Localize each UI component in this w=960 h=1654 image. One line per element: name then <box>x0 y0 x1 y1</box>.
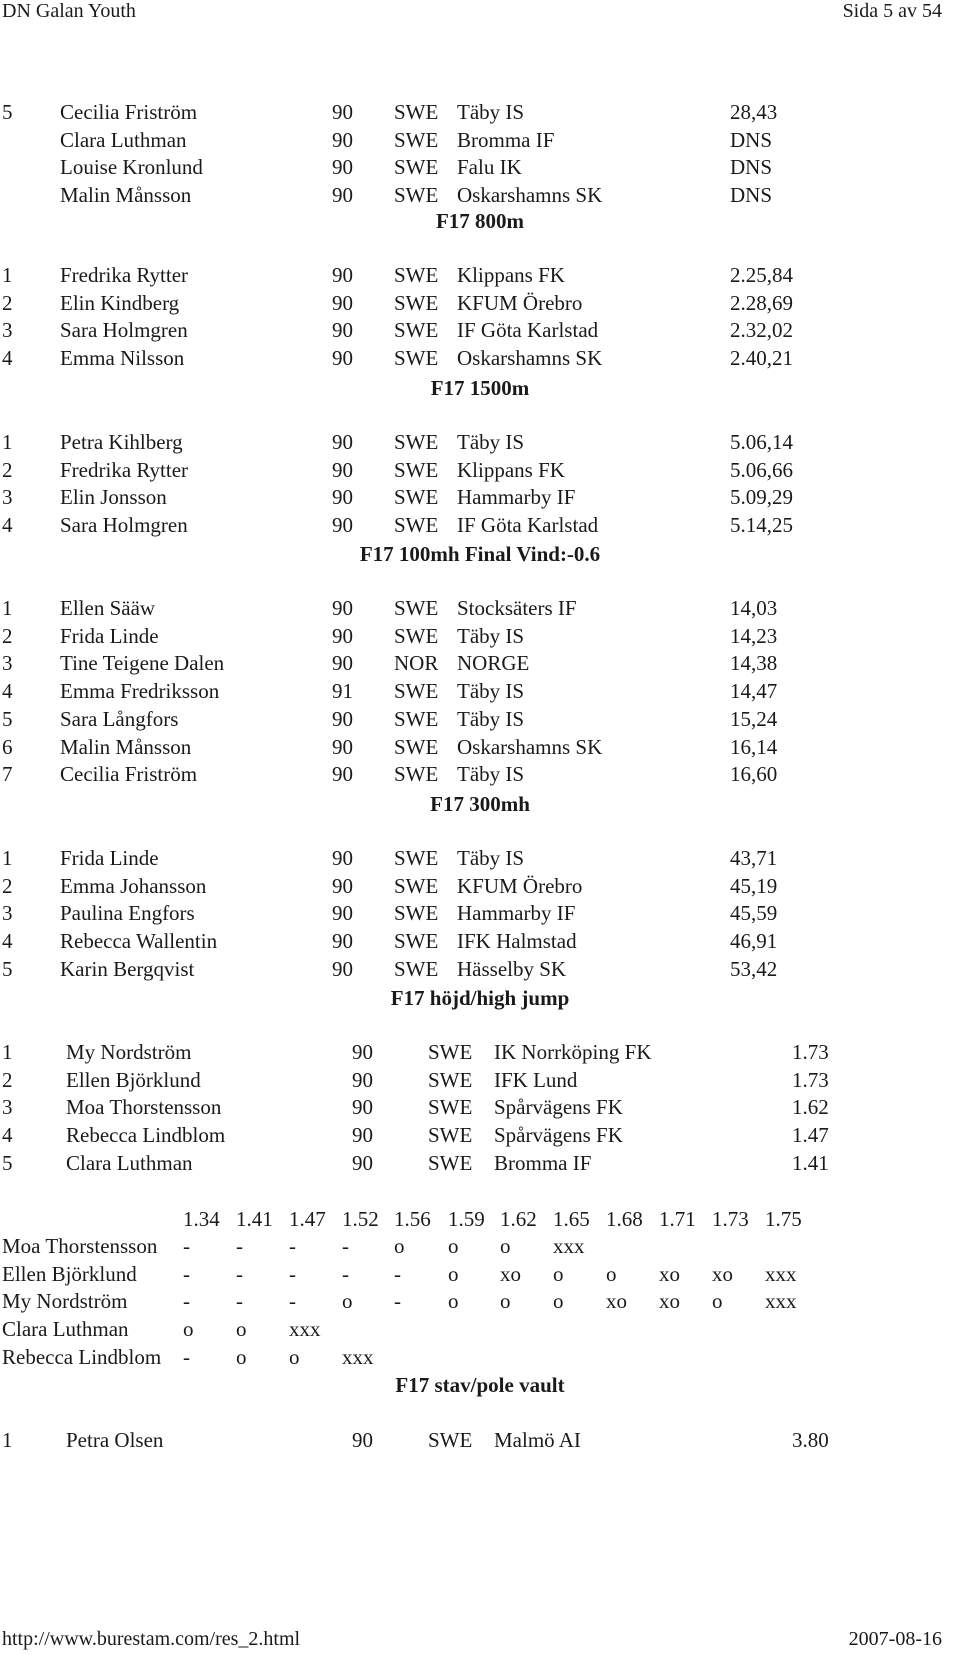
result-country: SWE <box>394 623 439 648</box>
result-year: 91 <box>332 679 353 704</box>
attempt-mark: o <box>712 1289 723 1314</box>
attempt-mark: o <box>342 1289 353 1314</box>
footer-date: 2007-08-16 <box>848 1628 942 1650</box>
result-result: 16,60 <box>730 762 778 787</box>
result-result: DNS <box>730 127 773 152</box>
attempts-athlete: Ellen Björklund <box>2 1261 137 1286</box>
result-name: Clara Luthman <box>60 127 187 152</box>
result-name: Karin Bergqvist <box>60 956 195 981</box>
result-country: SWE <box>394 901 439 926</box>
result-place: 2 <box>2 457 13 482</box>
result-result: 5.06,14 <box>730 430 793 454</box>
attempt-mark: xxx <box>765 1261 797 1286</box>
result-result: 2.32,02 <box>730 318 793 343</box>
result-name: Elin Kindberg <box>60 290 180 315</box>
event-title: F17 1500m <box>430 376 530 400</box>
result-name: Ellen Björklund <box>66 1067 201 1092</box>
result-result: 14,38 <box>730 651 778 676</box>
result-year: 90 <box>332 318 353 343</box>
attempt-mark: o <box>553 1289 564 1314</box>
result-country: SWE <box>428 1067 473 1092</box>
attempt-mark: - <box>394 1261 401 1286</box>
result-club: Täby IS <box>457 762 525 787</box>
result-place: 1 <box>2 846 13 870</box>
attempt-mark: - <box>342 1234 349 1258</box>
result-name: Louise Kronlund <box>60 155 203 180</box>
attempt-mark: o <box>500 1289 511 1314</box>
result-country: SWE <box>394 873 439 898</box>
result-year: 90 <box>332 155 353 180</box>
result-name: Malin Månsson <box>60 183 192 208</box>
result-club: KFUM Örebro <box>457 873 583 898</box>
result-country: SWE <box>394 734 439 759</box>
result-country: SWE <box>394 127 439 152</box>
result-name: Fredrika Rytter <box>60 263 189 287</box>
result-country: SWE <box>394 929 439 954</box>
result-club: Spårvägens FK <box>494 1123 623 1148</box>
result-year: 90 <box>332 846 353 870</box>
result-result: 5.06,66 <box>730 457 793 482</box>
attempt-mark: o <box>236 1344 247 1369</box>
attempt-mark: xo <box>659 1289 680 1314</box>
result-name: Petra Kihlberg <box>60 430 183 454</box>
result-place: 3 <box>2 318 13 343</box>
event-title: F17 100mh Final Vind:-0.6 <box>359 542 601 566</box>
result-club: IK Norrköping FK <box>494 1040 652 1064</box>
result-country: SWE <box>428 1095 473 1120</box>
result-club: Bromma IF <box>457 127 555 152</box>
result-club: Hässelby SK <box>457 956 567 981</box>
result-result: 2.40,21 <box>730 346 793 371</box>
attempts-athlete: My Nordström <box>2 1289 128 1314</box>
result-result: 1.47 <box>792 1123 829 1148</box>
result-result: 14,23 <box>730 623 778 648</box>
result-year: 90 <box>332 706 353 731</box>
result-country: SWE <box>394 318 439 343</box>
result-place: 2 <box>2 623 13 648</box>
result-name: Ellen Sääw <box>60 596 156 620</box>
attempt-mark: xo <box>712 1261 733 1286</box>
result-club: Stocksäters IF <box>457 596 577 620</box>
result-year: 90 <box>332 430 353 454</box>
result-club: Klippans FK <box>457 457 565 482</box>
height-label: 1.68 <box>606 1207 643 1231</box>
result-name: Cecilia Friström <box>60 100 198 124</box>
attempt-mark: o <box>606 1261 617 1286</box>
result-club: NORGE <box>457 651 530 676</box>
result-result: 1.41 <box>792 1150 829 1175</box>
result-country: SWE <box>394 596 439 620</box>
result-country: NOR <box>394 651 439 676</box>
result-year: 90 <box>332 956 353 981</box>
attempt-mark: - <box>289 1289 296 1314</box>
result-club: KFUM Örebro <box>457 290 583 315</box>
result-name: Paulina Engfors <box>60 901 195 926</box>
result-name: Emma Fredriksson <box>60 679 220 704</box>
result-year: 90 <box>332 901 353 926</box>
event-title: F17 stav/pole vault <box>395 1373 565 1397</box>
event-title: F17 höjd/high jump <box>390 986 570 1010</box>
attempt-mark: - <box>183 1261 190 1286</box>
result-name: Tine Teigene Dalen <box>60 651 225 676</box>
attempt-mark: - <box>236 1234 243 1258</box>
result-place: 1 <box>2 1428 13 1452</box>
result-result: DNS <box>730 183 773 208</box>
header-title: DN Galan Youth <box>2 0 136 22</box>
result-place: 2 <box>2 873 13 898</box>
height-label: 1.73 <box>712 1207 749 1231</box>
result-result: 28,43 <box>730 100 778 124</box>
result-result: 2.25,84 <box>730 263 793 287</box>
result-year: 90 <box>332 762 353 787</box>
result-place: 3 <box>2 485 13 510</box>
result-result: 43,71 <box>730 846 778 870</box>
result-place: 5 <box>2 956 13 981</box>
result-club: Oskarshamns SK <box>457 346 603 371</box>
result-club: Klippans FK <box>457 263 565 287</box>
result-name: Fredrika Rytter <box>60 457 189 482</box>
result-result: 15,24 <box>730 706 778 731</box>
result-year: 90 <box>352 1150 373 1175</box>
result-place: 4 <box>2 513 13 538</box>
result-club: IFK Halmstad <box>457 929 577 954</box>
result-year: 90 <box>352 1095 373 1120</box>
attempt-mark: xo <box>500 1261 521 1286</box>
height-label: 1.56 <box>394 1207 431 1231</box>
result-place: 5 <box>2 100 13 124</box>
result-club: IF Göta Karlstad <box>457 513 599 538</box>
height-label: 1.47 <box>289 1207 326 1231</box>
height-label: 1.71 <box>659 1207 696 1231</box>
event-title: F17 300mh <box>430 792 530 816</box>
result-name: Rebecca Lindblom <box>66 1123 226 1148</box>
result-club: Täby IS <box>457 846 525 870</box>
attempt-mark: o <box>183 1317 194 1342</box>
result-country: SWE <box>394 762 439 787</box>
result-country: SWE <box>394 183 439 208</box>
result-name: Emma Johansson <box>60 873 207 898</box>
result-year: 90 <box>332 100 353 124</box>
result-place: 1 <box>2 1040 13 1064</box>
attempt-mark: xxx <box>553 1234 585 1258</box>
result-place: 5 <box>2 1150 13 1175</box>
result-result: 5.14,25 <box>730 513 793 538</box>
result-year: 90 <box>332 651 353 676</box>
result-place: 3 <box>2 901 13 926</box>
result-name: Elin Jonsson <box>60 485 167 510</box>
result-place: 5 <box>2 706 13 731</box>
result-place: 4 <box>2 1123 13 1148</box>
attempt-mark: xo <box>606 1289 627 1314</box>
result-country: SWE <box>394 485 439 510</box>
result-club: Bromma IF <box>494 1150 592 1175</box>
attempt-mark: - <box>289 1261 296 1286</box>
attempt-mark: o <box>289 1344 300 1369</box>
page-number: Sida 5 av 54 <box>842 0 942 22</box>
result-club: Falu IK <box>457 155 522 180</box>
result-country: SWE <box>394 846 439 870</box>
result-name: Sara Holmgren <box>60 318 188 343</box>
result-country: SWE <box>428 1123 473 1148</box>
result-year: 90 <box>332 596 353 620</box>
result-club: Oskarshamns SK <box>457 183 603 208</box>
result-place: 6 <box>2 734 13 759</box>
result-club: Täby IS <box>457 623 525 648</box>
result-result: 1.73 <box>792 1067 829 1092</box>
result-year: 90 <box>332 873 353 898</box>
result-place: 1 <box>2 263 13 287</box>
result-place: 1 <box>2 596 13 620</box>
result-place: 7 <box>2 762 13 787</box>
result-place: 4 <box>2 929 13 954</box>
result-club: Täby IS <box>457 679 525 704</box>
result-place: 4 <box>2 679 13 704</box>
result-name: Rebecca Wallentin <box>60 929 218 954</box>
result-name: Cecilia Friström <box>60 762 198 787</box>
result-year: 90 <box>332 485 353 510</box>
result-name: Moa Thorstensson <box>66 1095 222 1120</box>
attempts-athlete: Moa Thorstensson <box>2 1234 158 1258</box>
result-country: SWE <box>394 513 439 538</box>
attempt-mark: o <box>553 1261 564 1286</box>
result-country: SWE <box>394 100 439 124</box>
result-name: Sara Långfors <box>60 706 179 731</box>
result-name: Malin Månsson <box>60 734 192 759</box>
attempt-mark: o <box>394 1234 405 1258</box>
result-year: 90 <box>352 1040 373 1064</box>
result-year: 90 <box>352 1428 373 1452</box>
result-year: 90 <box>332 346 353 371</box>
result-club: Malmö AI <box>494 1428 581 1452</box>
height-label: 1.75 <box>765 1207 802 1231</box>
result-country: SWE <box>394 706 439 731</box>
height-label: 1.59 <box>448 1207 485 1231</box>
result-result: 46,91 <box>730 929 778 954</box>
result-country: SWE <box>394 290 439 315</box>
attempt-mark: o <box>236 1317 247 1342</box>
result-result: 2.28,69 <box>730 290 793 315</box>
result-place: 3 <box>2 1095 13 1120</box>
attempt-mark: o <box>448 1289 459 1314</box>
result-name: My Nordström <box>66 1040 192 1064</box>
result-country: SWE <box>394 155 439 180</box>
height-label: 1.52 <box>342 1207 379 1231</box>
height-label: 1.65 <box>553 1207 590 1231</box>
result-result: 5.09,29 <box>730 485 793 510</box>
height-label: 1.41 <box>236 1207 273 1231</box>
attempt-mark: xxx <box>765 1289 797 1314</box>
result-year: 90 <box>332 127 353 152</box>
result-result: 1.62 <box>792 1095 829 1120</box>
result-club: Täby IS <box>457 706 525 731</box>
height-label: 1.34 <box>183 1207 220 1231</box>
result-result: 45,19 <box>730 873 778 898</box>
attempt-mark: o <box>448 1234 459 1258</box>
result-year: 90 <box>332 734 353 759</box>
height-label: 1.62 <box>500 1207 537 1231</box>
result-place: 3 <box>2 651 13 676</box>
result-club: Täby IS <box>457 430 525 454</box>
result-club: Hammarby IF <box>457 485 576 510</box>
result-country: SWE <box>428 1040 473 1064</box>
attempt-mark: - <box>342 1261 349 1286</box>
result-club: IF Göta Karlstad <box>457 318 599 343</box>
result-year: 90 <box>332 623 353 648</box>
result-place: 1 <box>2 430 13 454</box>
result-year: 90 <box>332 290 353 315</box>
attempt-mark: o <box>448 1261 459 1286</box>
result-name: Frida Linde <box>60 623 159 648</box>
result-country: SWE <box>394 956 439 981</box>
result-year: 90 <box>352 1067 373 1092</box>
attempt-mark: o <box>500 1234 511 1258</box>
result-year: 90 <box>332 183 353 208</box>
attempt-mark: - <box>289 1234 296 1258</box>
result-result: 14,03 <box>730 596 778 620</box>
result-country: SWE <box>428 1428 473 1452</box>
attempt-mark: xo <box>659 1261 680 1286</box>
result-year: 90 <box>332 929 353 954</box>
attempt-mark: - <box>183 1289 190 1314</box>
result-name: Clara Luthman <box>66 1150 193 1175</box>
result-name: Frida Linde <box>60 846 159 870</box>
result-club: Täby IS <box>457 100 525 124</box>
result-name: Sara Holmgren <box>60 513 188 538</box>
attempt-mark: - <box>394 1289 401 1314</box>
attempt-mark: xxx <box>289 1317 321 1342</box>
attempt-mark: - <box>183 1344 190 1369</box>
attempts-athlete: Clara Luthman <box>2 1317 129 1342</box>
result-place: 2 <box>2 1067 13 1092</box>
result-club: Hammarby IF <box>457 901 576 926</box>
result-result: 53,42 <box>730 956 778 981</box>
attempt-mark: - <box>183 1234 190 1258</box>
result-club: Oskarshamns SK <box>457 734 603 759</box>
attempts-athlete: Rebecca Lindblom <box>2 1344 162 1369</box>
result-result: 16,14 <box>730 734 778 759</box>
result-country: SWE <box>394 430 439 454</box>
result-club: Spårvägens FK <box>494 1095 623 1120</box>
attempt-mark: xxx <box>342 1344 374 1369</box>
result-country: SWE <box>428 1150 473 1175</box>
attempt-mark: - <box>236 1289 243 1314</box>
result-year: 90 <box>332 513 353 538</box>
result-country: SWE <box>394 346 439 371</box>
result-name: Petra Olsen <box>66 1428 164 1452</box>
result-result: DNS <box>730 155 773 180</box>
result-country: SWE <box>394 263 439 287</box>
result-result: 14,47 <box>730 679 778 704</box>
event-title: F17 800m <box>435 209 525 233</box>
result-result: 45,59 <box>730 901 778 926</box>
result-place: 4 <box>2 346 13 371</box>
result-year: 90 <box>352 1123 373 1148</box>
result-country: SWE <box>394 679 439 704</box>
footer-url: http://www.burestam.com/res_2.html <box>2 1628 301 1650</box>
result-country: SWE <box>394 457 439 482</box>
result-place: 2 <box>2 290 13 315</box>
attempt-mark: - <box>236 1261 243 1286</box>
result-year: 90 <box>332 263 353 287</box>
result-name: Emma Nilsson <box>60 346 185 371</box>
result-club: IFK Lund <box>494 1067 578 1092</box>
result-result: 1.73 <box>792 1040 829 1064</box>
result-result: 3.80 <box>792 1428 829 1452</box>
result-year: 90 <box>332 457 353 482</box>
